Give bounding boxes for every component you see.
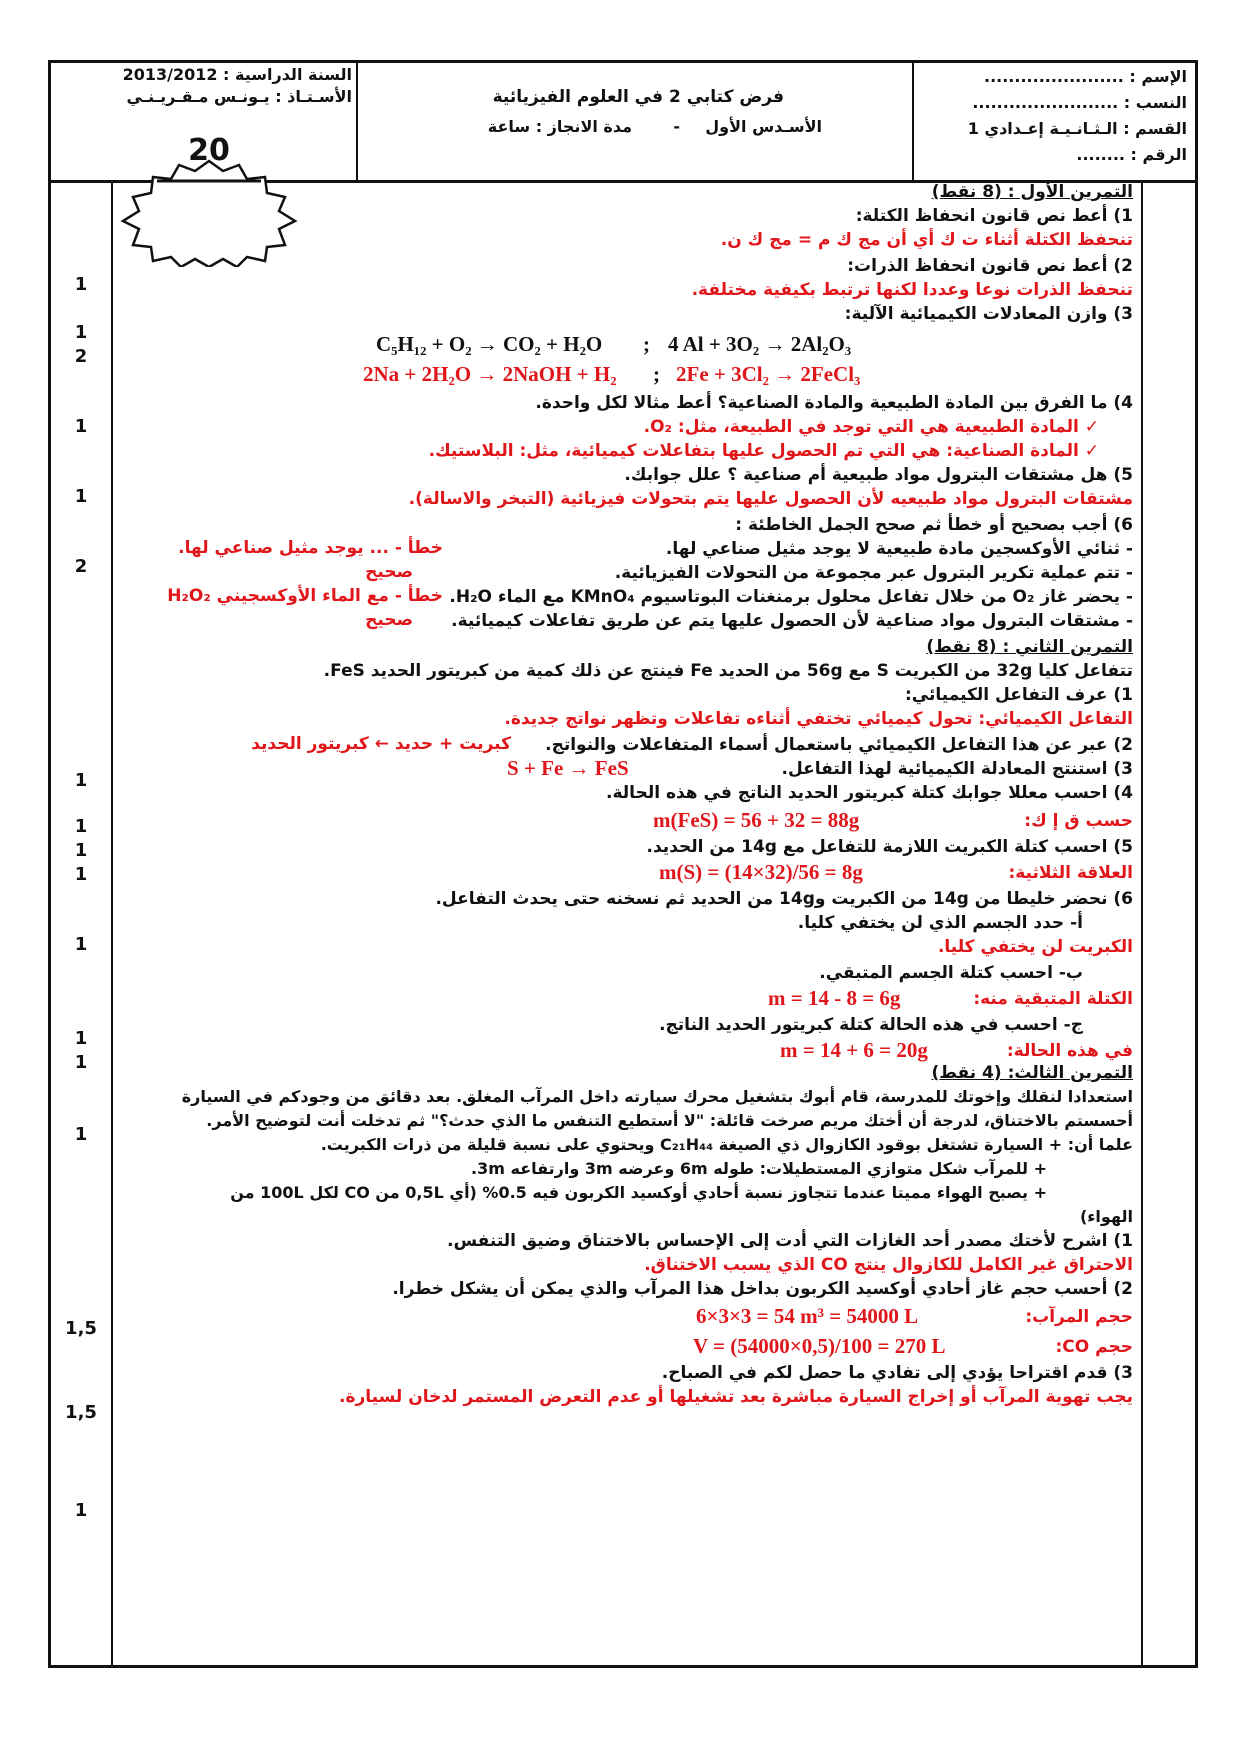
mark: 1 — [74, 322, 88, 343]
class-field: القسم : الـثـانـيـة إعـدادي 1 — [967, 119, 1187, 138]
correction: صحيح — [365, 610, 413, 630]
marks-column — [51, 180, 113, 1668]
header-right-cell — [914, 63, 1195, 180]
answer: V = (54000×0,5)/100 = 270 L — [693, 1334, 946, 1358]
mark: 1 — [74, 1500, 88, 1521]
equation-separator: ; — [653, 362, 660, 386]
question: 5) احسب كتلة الكبريت اللازمة للتفاعل مع 14g من الحديد. — [646, 837, 1133, 857]
mark: 1 — [74, 416, 88, 437]
statement: - ثنائي الأوكسجين مادة طبيعية لا يوجد مثيل صناعي لها. — [665, 539, 1133, 559]
answer: m = 14 + 6 = 20g — [780, 1038, 928, 1062]
answer: مشتقات البترول مواد طبيعيه لأن الحصول عليها يتم بتحولات فيزيائية (التبخر والاسالة). — [408, 489, 1133, 509]
mark: 2 — [74, 346, 88, 367]
correction: صحيح — [365, 562, 413, 582]
answer-label: حجم المرآب: — [1025, 1307, 1133, 1327]
mark: 2 — [74, 556, 88, 577]
right-margin-column — [1141, 180, 1195, 1668]
exercise-1-title: التمرين الأول : (8 نقط) — [931, 182, 1133, 202]
mark: 1 — [74, 1124, 88, 1145]
exercise-text: علما أن: + السيارة تشتغل بوقود الكازوال ذي الصيغة C₂₁H₄₄ ويحتوي على نسبة قليلة من ذرات الكبريت. — [320, 1135, 1133, 1154]
mark: 1 — [74, 816, 88, 837]
mark: 1,5 — [65, 1318, 97, 1339]
statement: - مشتقات البترول مواد صناعية لأن الحصول عليها يتم عن طريق تفاعلات كيميائية. — [451, 611, 1133, 631]
equation-2a: 2Na + 2H₂O → 2NaOH + H₂ — [363, 362, 617, 386]
answer-label: الكتلة المتبقية منه: — [973, 989, 1133, 1009]
question: 2) عبر عن هذا التفاعل الكيميائي باستعمال أسماء المتفاعلات والنواتج. — [545, 735, 1133, 755]
exercise-intro: تتفاعل كليا 32g من الكبريت S مع 56g من الحديد Fe فينتج عن ذلك كمية من كبريتور الحديد FeS. — [323, 661, 1133, 681]
separator: - — [673, 117, 680, 136]
answer: ✓ المادة الصناعية: هي التي تم الحصول عليها بتفاعلات كيميائية، مثل: البلاستيك. — [428, 441, 1099, 461]
answer-label: حسب ق إ ك: — [1024, 811, 1133, 831]
answer: m = 14 - 8 = 6g — [768, 986, 901, 1010]
mark: 1 — [74, 840, 88, 861]
sub-question: ب- احسب كتلة الجسم المتبقي. — [819, 963, 1083, 983]
answer: m(S) = (14×32)/56 = 8g — [659, 860, 863, 884]
equation-2b: 2Fe + 3Cl₂ → 2FeCl₃ — [676, 362, 861, 386]
correction: خطأ - مع الماء الأوكسجيني H₂O₂ — [167, 586, 443, 606]
question: 3) قدم اقتراحا يؤدي إلى تفادي ما حصل لكم في الصباح. — [661, 1363, 1133, 1383]
answer: الكبريت لن يختفي كليا. — [937, 937, 1133, 957]
statement: - يحضر غاز O₂ من خلال تفاعل محلول برمنغنات البوتاسيوم KMnO₄ مع الماء H₂O. — [449, 587, 1133, 607]
question: 3) وازن المعادلات الكيميائية الآلية: — [844, 304, 1133, 324]
header-middle-cell — [358, 63, 914, 180]
exercise-2-title: التمرين الثاني : (8 نقط) — [926, 637, 1133, 657]
mark: 1 — [74, 274, 88, 295]
answer-label: العلاقة الثلاثية: — [1008, 863, 1133, 883]
sub-question: أ- حدد الجسم الذي لن يختفي كليا. — [797, 913, 1083, 933]
answer: التفاعل الكيميائي: تحول كيميائي تختفي أثناءه تفاعلات وتظهر نواتج جديدة. — [504, 709, 1133, 729]
answer: ✓ المادة الطبيعية هي التي توجد في الطبيعة، مثل: O₂. — [643, 417, 1099, 437]
student-number-field: الرقم : ........ — [1076, 145, 1187, 164]
question: 4) ما الفرق بين المادة الطبيعية والمادة الصناعية؟ أعط مثالا لكل واحدة. — [535, 393, 1133, 413]
statement: - تتم عملية تكرير البترول عبر مجموعة من التحولات الفيزيائية. — [614, 563, 1133, 583]
question: 1) عرف التفاعل الكيميائي: — [905, 685, 1133, 705]
exam-content — [113, 180, 1141, 1668]
mark: 1 — [74, 1052, 88, 1073]
mark: 1 — [74, 770, 88, 791]
student-name-field: الإسم : ....................... — [983, 67, 1187, 86]
total-score: 20 — [188, 133, 230, 168]
answer: S + Fe → FeS — [507, 756, 629, 780]
sub-question: ج- احسب في هذه الحالة كتلة كبريتور الحديد الناتج. — [659, 1015, 1083, 1035]
equation-1b: 4 Al + 3O₂ → 2Al₂O₃ — [668, 332, 852, 356]
exercise-3-title: التمرين الثالث: (4 نقط) — [931, 1063, 1133, 1083]
question: 1) أعط نص قانون انحفاظ الكتلة: — [855, 206, 1133, 226]
exam-frame — [48, 60, 1198, 1668]
mark: 1 — [74, 1028, 88, 1049]
exam-title: فرض كتابي 2 في العلوم الفيزيائية — [492, 87, 784, 107]
question: 2) أعط نص قانون انحفاظ الذرات: — [847, 256, 1133, 276]
student-surname-field: النسب : ........................ — [972, 93, 1187, 112]
mark: 1 — [74, 864, 88, 885]
question: 5) هل مشتقات البترول مواد طبيعية أم صناعية ؟ علل جوابك. — [624, 465, 1133, 485]
question: 6) نحضر خليطا من 14g من الكبريت و14g من الحديد ثم نسخنه حتى يحدث التفاعل. — [435, 889, 1133, 909]
answer: يجب تهوية المرآب أو إخراج السيارة مباشرة بعد تشغيلها أو عدم التعرض المستمر لدخان لسيارة. — [339, 1387, 1133, 1407]
exercise-text: أحسستم بالاختناق، لدرجة أن أختك مريم صرخت قائلة: "لا أستطيع التنفس ما الذي حدث؟" ثم تدخلت أنت لتوضيح الأمر. — [206, 1111, 1133, 1130]
mark: 1,5 — [65, 1402, 97, 1423]
exercise-text: استعدادا لنقلك وإخوتك للمدرسة، قام أبوك بتشغيل محرك سيارته داخل المرآب المغلق. بعد دقائق من وجودكم في السيارة — [181, 1087, 1133, 1106]
question: 4) احسب معللا جوابك كتلة كبريتور الحديد الناتج في هذه الحالة. — [606, 783, 1133, 803]
teacher-name: الأسـتـاذ : يـونـس مـقـريـنـي — [126, 87, 352, 106]
answer: m(FeS) = 56 + 32 = 88g — [653, 808, 860, 832]
equation-1a: C₅H₁₂ + O₂ → CO₂ + H₂O — [376, 332, 603, 356]
exercise-text: + يصبح الهواء مميتا عندما تتجاوز نسبة أحادي أوكسيد الكربون فيه 0.5% (أي 0,5L من CO لكل 100L من — [230, 1183, 1047, 1202]
answer-label: حجم CO: — [1055, 1337, 1133, 1357]
answer: 6×3×3 = 54 m³ = 54000 L — [696, 1304, 919, 1328]
correction: خطأ - ... يوجد مثيل صناعي لها. — [178, 538, 443, 558]
answer: تنحفظ الذرات نوعا وعددا لكنها ترتبط بكيفية مختلفة. — [691, 280, 1133, 300]
answer: كبريت + حديد ← كبريتور الحديد — [251, 734, 511, 754]
duration: مدة الانجاز : ساعة — [487, 117, 632, 136]
exercise-text: الهواء) — [1079, 1207, 1133, 1226]
equation-separator: ; — [643, 332, 650, 356]
semester: الأسـدس الأول — [705, 117, 822, 136]
answer: تنحفظ الكتلة أثناء ت ك أي أن مج ك م = مج ك ن. — [720, 230, 1133, 250]
answer: الاحتراق غير الكامل للكازوال ينتج CO الذي يسبب الاختناق. — [644, 1255, 1133, 1275]
question: 2) أحسب حجم غاز أحادي أوكسيد الكربون بداخل هذا المرآب والذي يمكن أن يشكل خطرا. — [392, 1279, 1133, 1299]
mark: 1 — [74, 934, 88, 955]
question: 6) أجب بصحيح أو خطأ ثم صحح الجمل الخاطئة : — [735, 515, 1133, 535]
school-year: السنة الدراسية : 2013/2012 — [122, 65, 352, 84]
mark: 1 — [74, 486, 88, 507]
question: 3) استنتج المعادلة الكيميائية لهذا التفاعل. — [781, 759, 1133, 779]
exercise-text: + للمرآب شكل متوازي المستطيلات: طوله 6m وعرضه 3m وارتفاعه 3m. — [471, 1159, 1047, 1178]
question: 1) اشرح لأختك مصدر أحد الغازات التي أدت إلى الإحساس بالاختناق وضيق التنفس. — [447, 1231, 1133, 1251]
answer-label: في هذه الحالة: — [1006, 1041, 1133, 1061]
